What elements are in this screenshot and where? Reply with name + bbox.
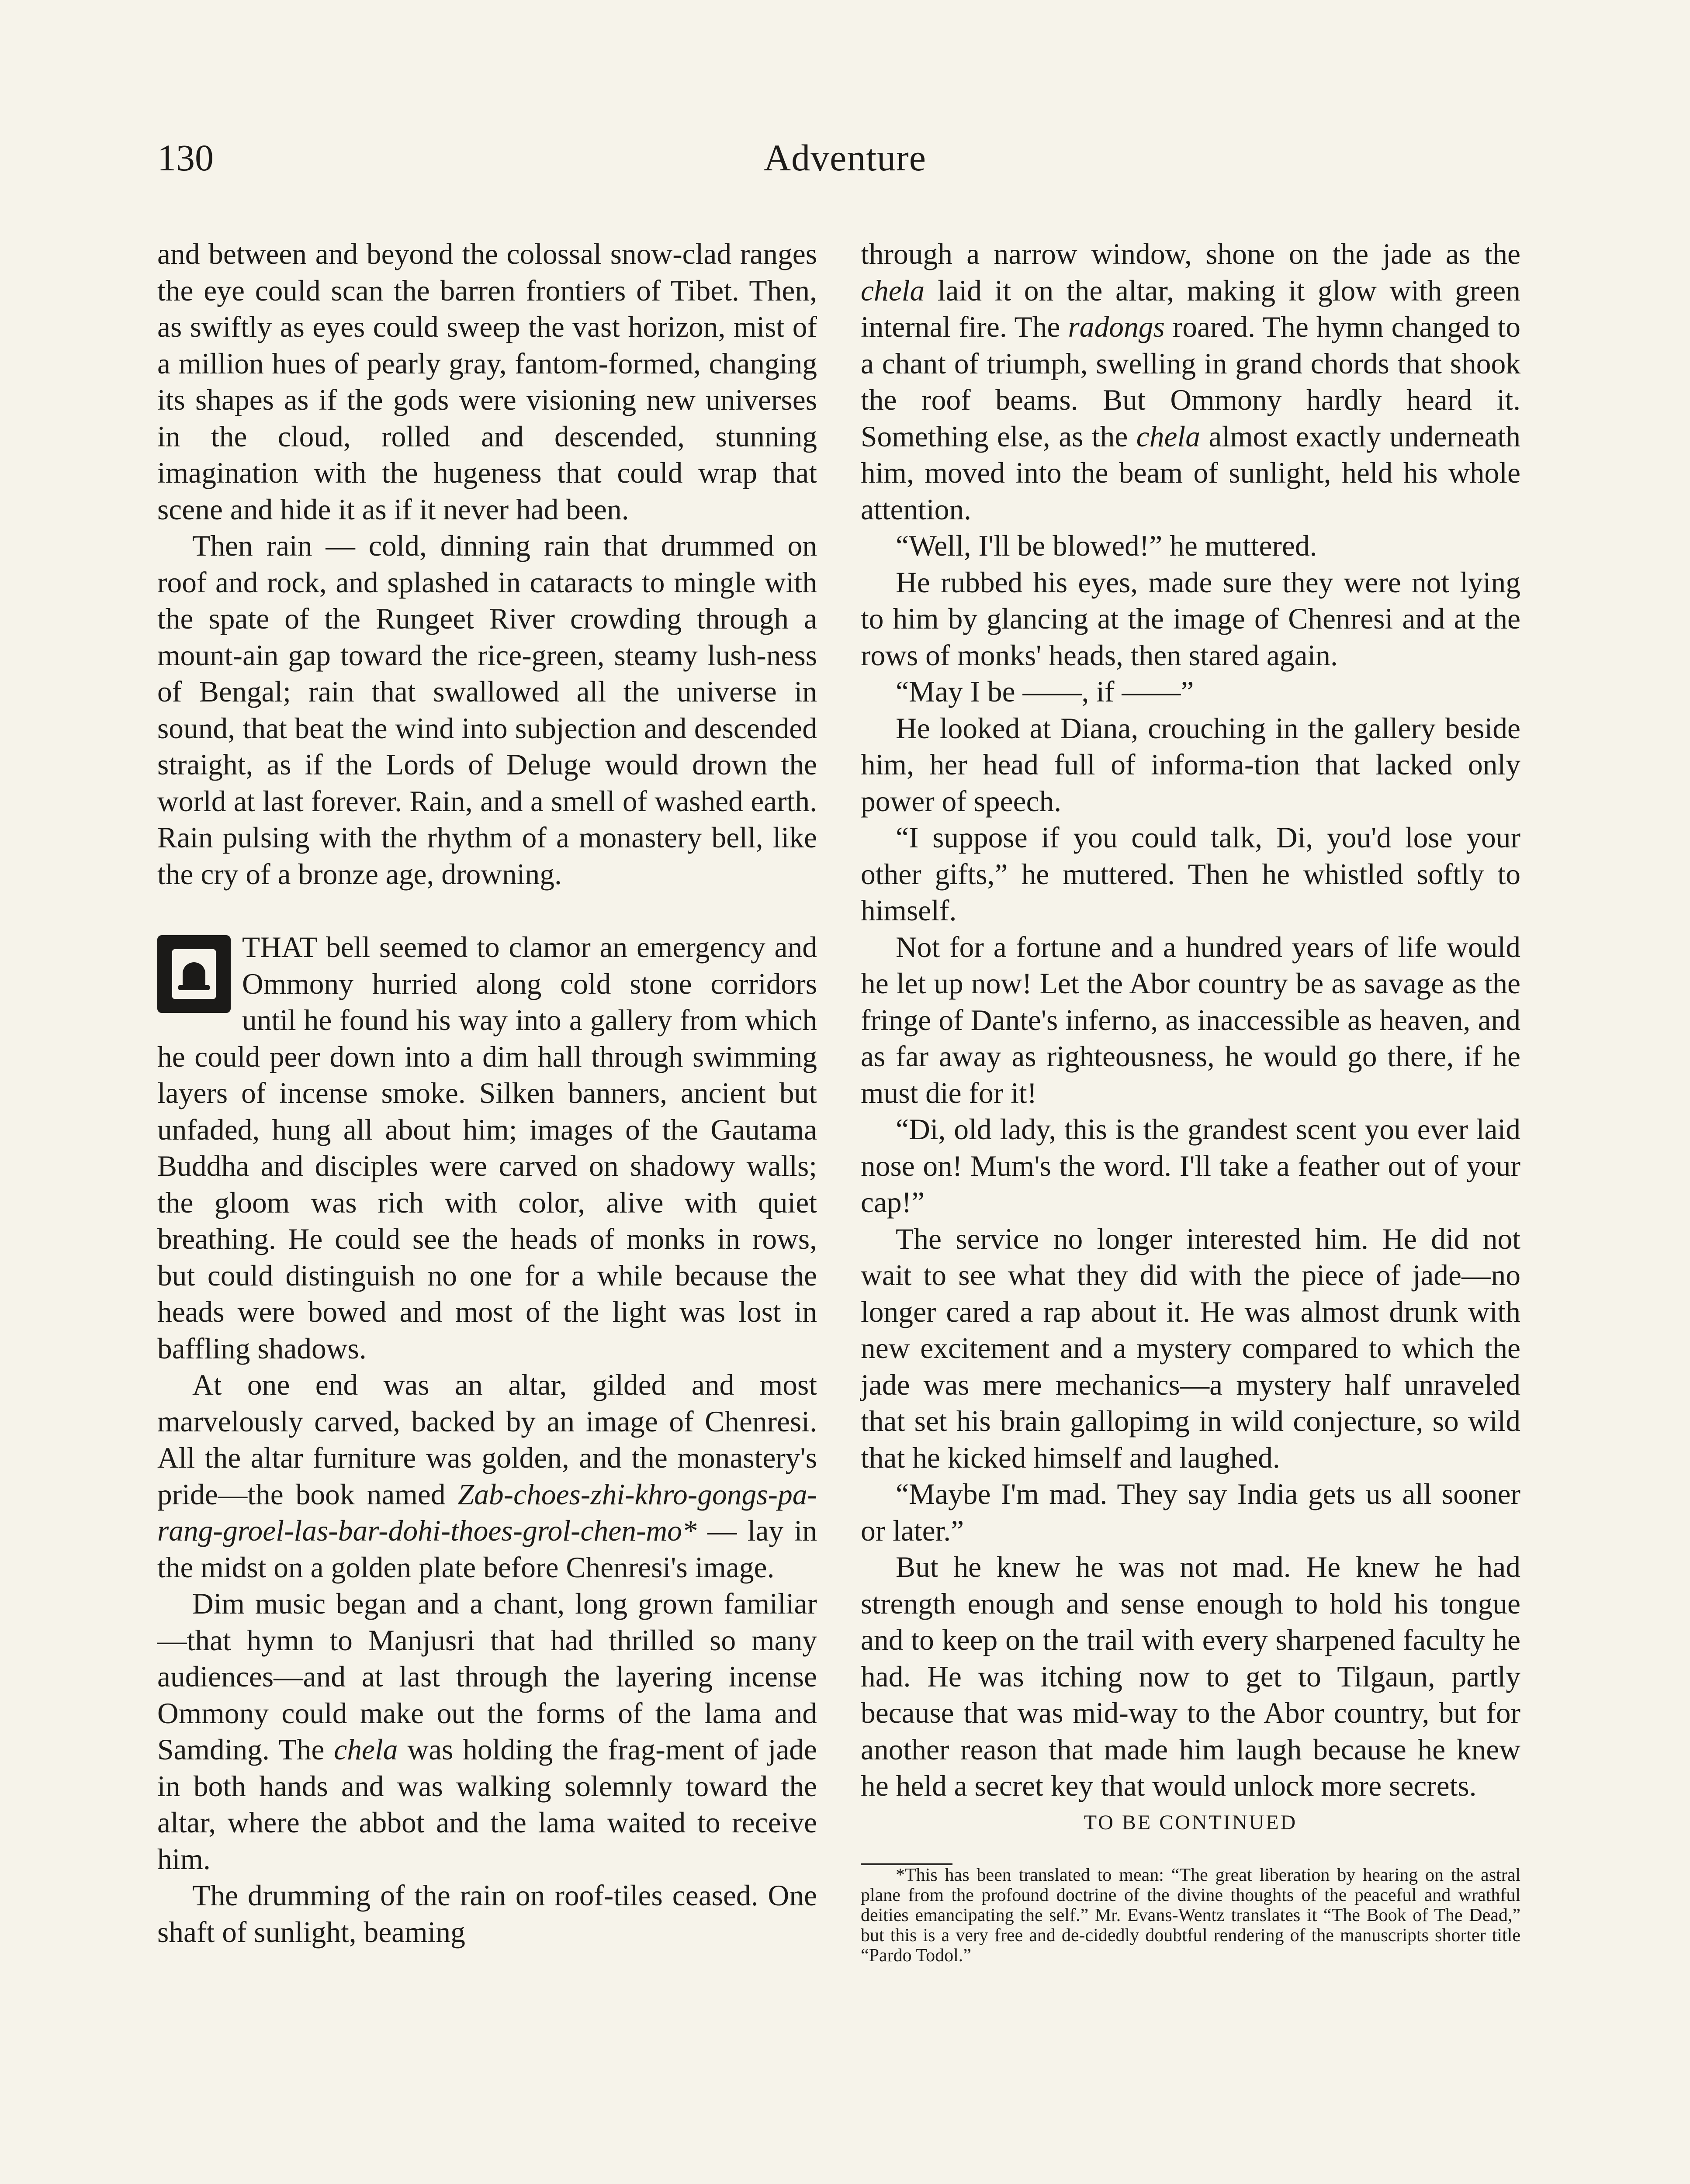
bell-ornament-icon — [157, 935, 231, 1013]
right-paragraph-1-a: through a narrow window, shone on the jade as the — [861, 238, 1520, 270]
right-paragraph-2: “Well, I'll be blowed!” he muttered. — [896, 529, 1317, 562]
left-paragraph-6: The drumming of the rain on roof-tiles ceased. One shaft of sunlight, beaming — [157, 1879, 817, 1949]
left-paragraph-5-a: Dim music began and a chant, long grown familiar—that hymn to Manjusri that had thrilled so many audiences—and at last through the layering incense Ommony could make out the forms of the lama and Samding. The — [157, 1587, 817, 1766]
right-paragraph-6: “I suppose if you could talk, Di, you'd lose your other gifts,” he muttered. Then he whistled softly to himself. — [861, 821, 1520, 927]
right-paragraph-8: “Di, old lady, this is the grandest scent you ever laid nose on! Mum's the word. I'll take a feather out of your cap!” — [861, 1113, 1520, 1219]
left-paragraph-5-b: was holding the frag-ment of jade in both hands and was walking solemnly toward the altar, where the abbot and the lama waited to receive him. — [157, 1733, 817, 1876]
right-paragraph-1-d: almost exactly underneath him, moved into the beam of sunlight, held his whole attention. — [861, 420, 1520, 526]
book-title: Zab-choes-zhi-khro-gongs-pa-rang-groel-las-bar-dohi-thoes-grol-chen-mo* — [157, 1478, 817, 1547]
left-paragraph-4-b: — lay in the midst on a golden plate before Chenresi's image. — [157, 1514, 817, 1584]
right-paragraph-3: He rubbed his eyes, made sure they were not lying to him by glancing at the image of Chenresi and at the rows of monks' heads, then stared again. — [861, 566, 1520, 672]
right-paragraph-1 — [861, 236, 1520, 528]
right-paragraph-9: The service no longer interested him. He did not wait to see what they did with the piece of jade—no longer cared a rap about it. He was almost drunk with new excitement and a mystery compared to which the jade was mere mechanics—a mystery half unraveled that set his brain gallopimg in wild conjecture, so wild that he kicked himself and laughed. — [861, 1222, 1520, 1474]
to-be-continued: TO BE CONTINUED — [1084, 1811, 1298, 1834]
running-head: Adventure — [764, 137, 926, 179]
page-number: 130 — [157, 137, 214, 179]
left-paragraph-2: Then rain — cold, dinning rain that drummed on roof and rock, and splashed in cataracts to mingle with the spate of the Rungeet River crowding through a mount-ain gap toward the rice-green, steamy lush-ness of Bengal; rain that swallowed all the universe in sound, that beat the wind into subjection and descended straight, as if the Lords of Deluge would drown the world at last forever. Rain, and a smell of washed earth. Rain pulsing with the rhythm of a monastery bell, like the cry of a bronze age, drowning. — [157, 529, 817, 891]
right-paragraph-7: Not for a fortune and a hundred years of life would he let up now! Let the Abor country be as savage as the fringe of Dante's inferno, as inaccessible as heaven, and as far away as righteousness, he would go there, if he must die for it! — [861, 930, 1520, 1109]
left-paragraph-5 — [157, 1586, 817, 1877]
chela-word: chela — [861, 274, 925, 307]
left-paragraph-3: THAT bell seemed to clamor an emergency and Ommony hurried along cold stone corridors until he found his way into a gallery from which he could peer down into a dim hall through swimming layers of incense smoke. Silken banners, ancient but unfaded, hung all about him; images of the Gautama Buddha and disciples were carved on shadowy walls; the gloom was rich with color, alive with quiet breathing. He could see the heads of monks in rows, but could distinguish no one for a while because the heads were bowed and most of the light was lost in baffling shadows. — [157, 931, 817, 1365]
right-paragraph-1-c: roared. The hymn changed to a chant of triumph, swelling in grand chords that shook the roof beams. But Ommony hardly heard it. Something else, as the — [861, 311, 1520, 453]
left-paragraph-4 — [157, 1367, 817, 1586]
right-paragraph-11: But he knew he was not mad. He knew he had strength enough and sense enough to hold his tongue and to keep on the trail with every sharpened faculty he had. He was itching now to get to Tilgaun, partly because that was mid-way to the Abor country, but for another reason that made him laugh because he knew he held a secret key that would unlock more secrets. — [861, 1551, 1520, 1802]
chela-word: chela — [334, 1733, 398, 1766]
right-paragraph-1-b: laid it on the altar, making it glow with green internal fire. The — [861, 274, 1520, 343]
right-paragraph-10: “Maybe I'm mad. They say India gets us all sooner or later.” — [861, 1478, 1520, 1547]
right-paragraph-4: “May I be ——, if ——” — [896, 675, 1194, 708]
left-column — [157, 236, 817, 1950]
left-paragraph-4-a: At one end was an altar, gilded and most marvelously carved, backed by an image of Chenresi. All the altar furniture was golden, and the monastery's pride—the book named — [157, 1368, 817, 1511]
radongs-word: radongs — [1068, 311, 1165, 343]
left-paragraph-1: and between and beyond the colossal snow-clad ranges the eye could scan the barren frontiers of Tibet. Then, as swiftly as eyes could sweep the vast horizon, mist of a million hues of pearly gray, fantom-formed, changing its shapes as if the gods were visioning new universes in the cloud, rolled and descended, stunning imagination with the hugeness that could wrap that scene and hide it as if it never had been. — [157, 238, 817, 526]
section-break-paragraph — [157, 929, 817, 1367]
right-column — [861, 236, 1520, 1966]
footnote: *This has been translated to mean: “The great liberation by hearing on the astral plane from the profound doctrine of the divine thoughts of the peaceful and wrathful deities emancipating the self.” Mr. Evans-Wentz translates it “The Book of The Dead,” but this is a very free and de-cidedly doubtful rendering of the manuscripts shorter title “Pardo Todol.” — [861, 1865, 1520, 1966]
right-paragraph-5: He looked at Diana, crouching in the gallery beside him, her head full of informa-tion that lacked only power of speech. — [861, 712, 1520, 818]
chela-word: chela — [1136, 420, 1200, 453]
